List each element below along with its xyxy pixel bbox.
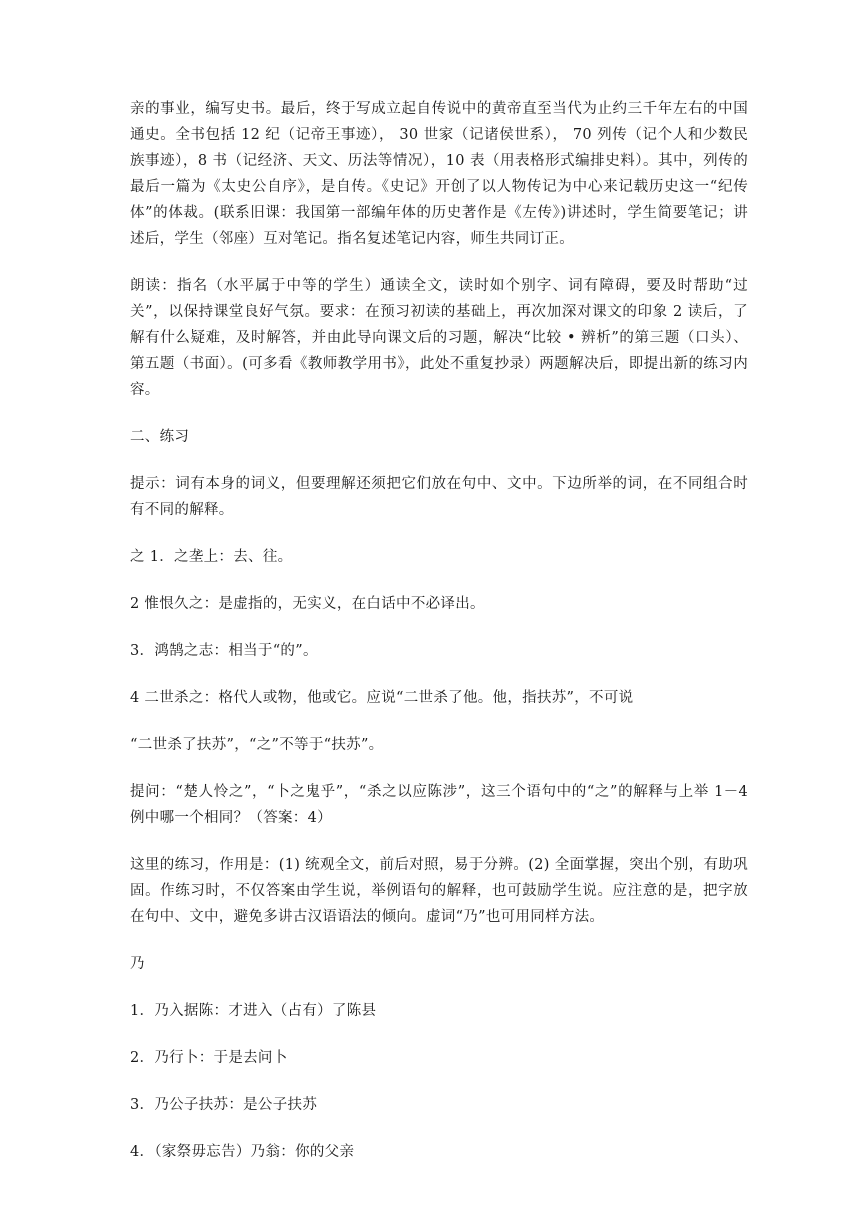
list-item-zhi-1: 之 1．之垄上：去、往。 <box>130 549 293 565</box>
heading-nai: 乃 <box>130 956 145 972</box>
list-item-zhi-2: 2 惟恨久之：是虚指的，无实义，在白话中不必译出。 <box>130 596 485 612</box>
list-item-nai-3: 3．乃公子扶苏：是公子扶苏 <box>130 1097 318 1113</box>
paragraph-question: 提问：“楚人怜之”，“卜之鬼乎”，“杀之以应陈涉”，这三个语句中的“之”的解释与上举 1－4 例中哪一个相同？（答案：4） <box>130 784 748 826</box>
paragraph-reading: 朗读：指名（水平属于中等的学生）通读全文，读时如个别字、词有障碍，要及时帮助“过关”，以保持课堂良好气氛。要求：在预习初读的基础上，再次加深对课文的印象 2 读后，了解有什么疑难，及时解答，并由此导向课文后的习题，解决“比较 • 辨析”的第三题（口头）、第五题（书面）。(可多看《教师教学用书》，此处不重复抄录）两题解决后，即提出新的练习内容。 <box>130 278 748 398</box>
paragraph-hint: 提示：词有本身的词义，但要理解还须把它们放在句中、文中。下边所举的词，在不同组合时有不同的解释。 <box>130 476 748 518</box>
list-item-zhi-4-continued: “二世杀了扶苏”，“之”不等于“扶苏”。 <box>130 737 384 753</box>
list-item-zhi-4: 4 二世杀之：格代人或物，他或它。应说“二世杀了他。他，指扶苏”，不可说 <box>130 690 634 706</box>
section-heading-practice: 二、练习 <box>130 429 190 445</box>
list-item-zhi-3: 3．鸿鹄之志：相当于“的”。 <box>130 643 318 659</box>
list-item-nai-1: 1．乃入据陈：才进入（占有）了陈县 <box>130 1003 377 1019</box>
paragraph-shiji-summary: 亲的事业，编写史书。最后，终于写成立起自传说中的黄帝直至当代为止约三千年左右的中国通史。全书包括 12 纪（记帝王事迹）， 30 世家（记诸侯世系）， 70 列传（记个人和少数民族事迹），8 书（记经济、天文、历法等情况），10 表（用表格形式编排史料）。其中，列传的最后一篇为《太史公自序》，是自传。《史记》开创了以人物传记为中心来记载历史这一“纪传体”的体裁。(联系旧课：我国第一部编年体的历史著作是《左传》)讲述时，学生简要笔记；讲述后，学生（邻座）互对笔记。指名复述笔记内容，师生共同订正。 <box>130 101 748 247</box>
list-item-nai-2: 2．乃行卜：于是去问卜 <box>130 1050 288 1066</box>
paragraph-practice-purpose: 这里的练习，作用是：(1) 统观全文，前后对照，易于分辨。(2) 全面掌握，突出个别，有助巩固。作练习时，不仅答案由学生说，举例语句的解释，也可鼓励学生说。应注意的是，把字放在句中、文中，避免多讲古汉语语法的倾向。虚词“乃”也可用同样方法。 <box>130 857 748 925</box>
list-item-nai-4: 4．（家祭毋忘告）乃翁：你的父亲 <box>130 1144 355 1160</box>
